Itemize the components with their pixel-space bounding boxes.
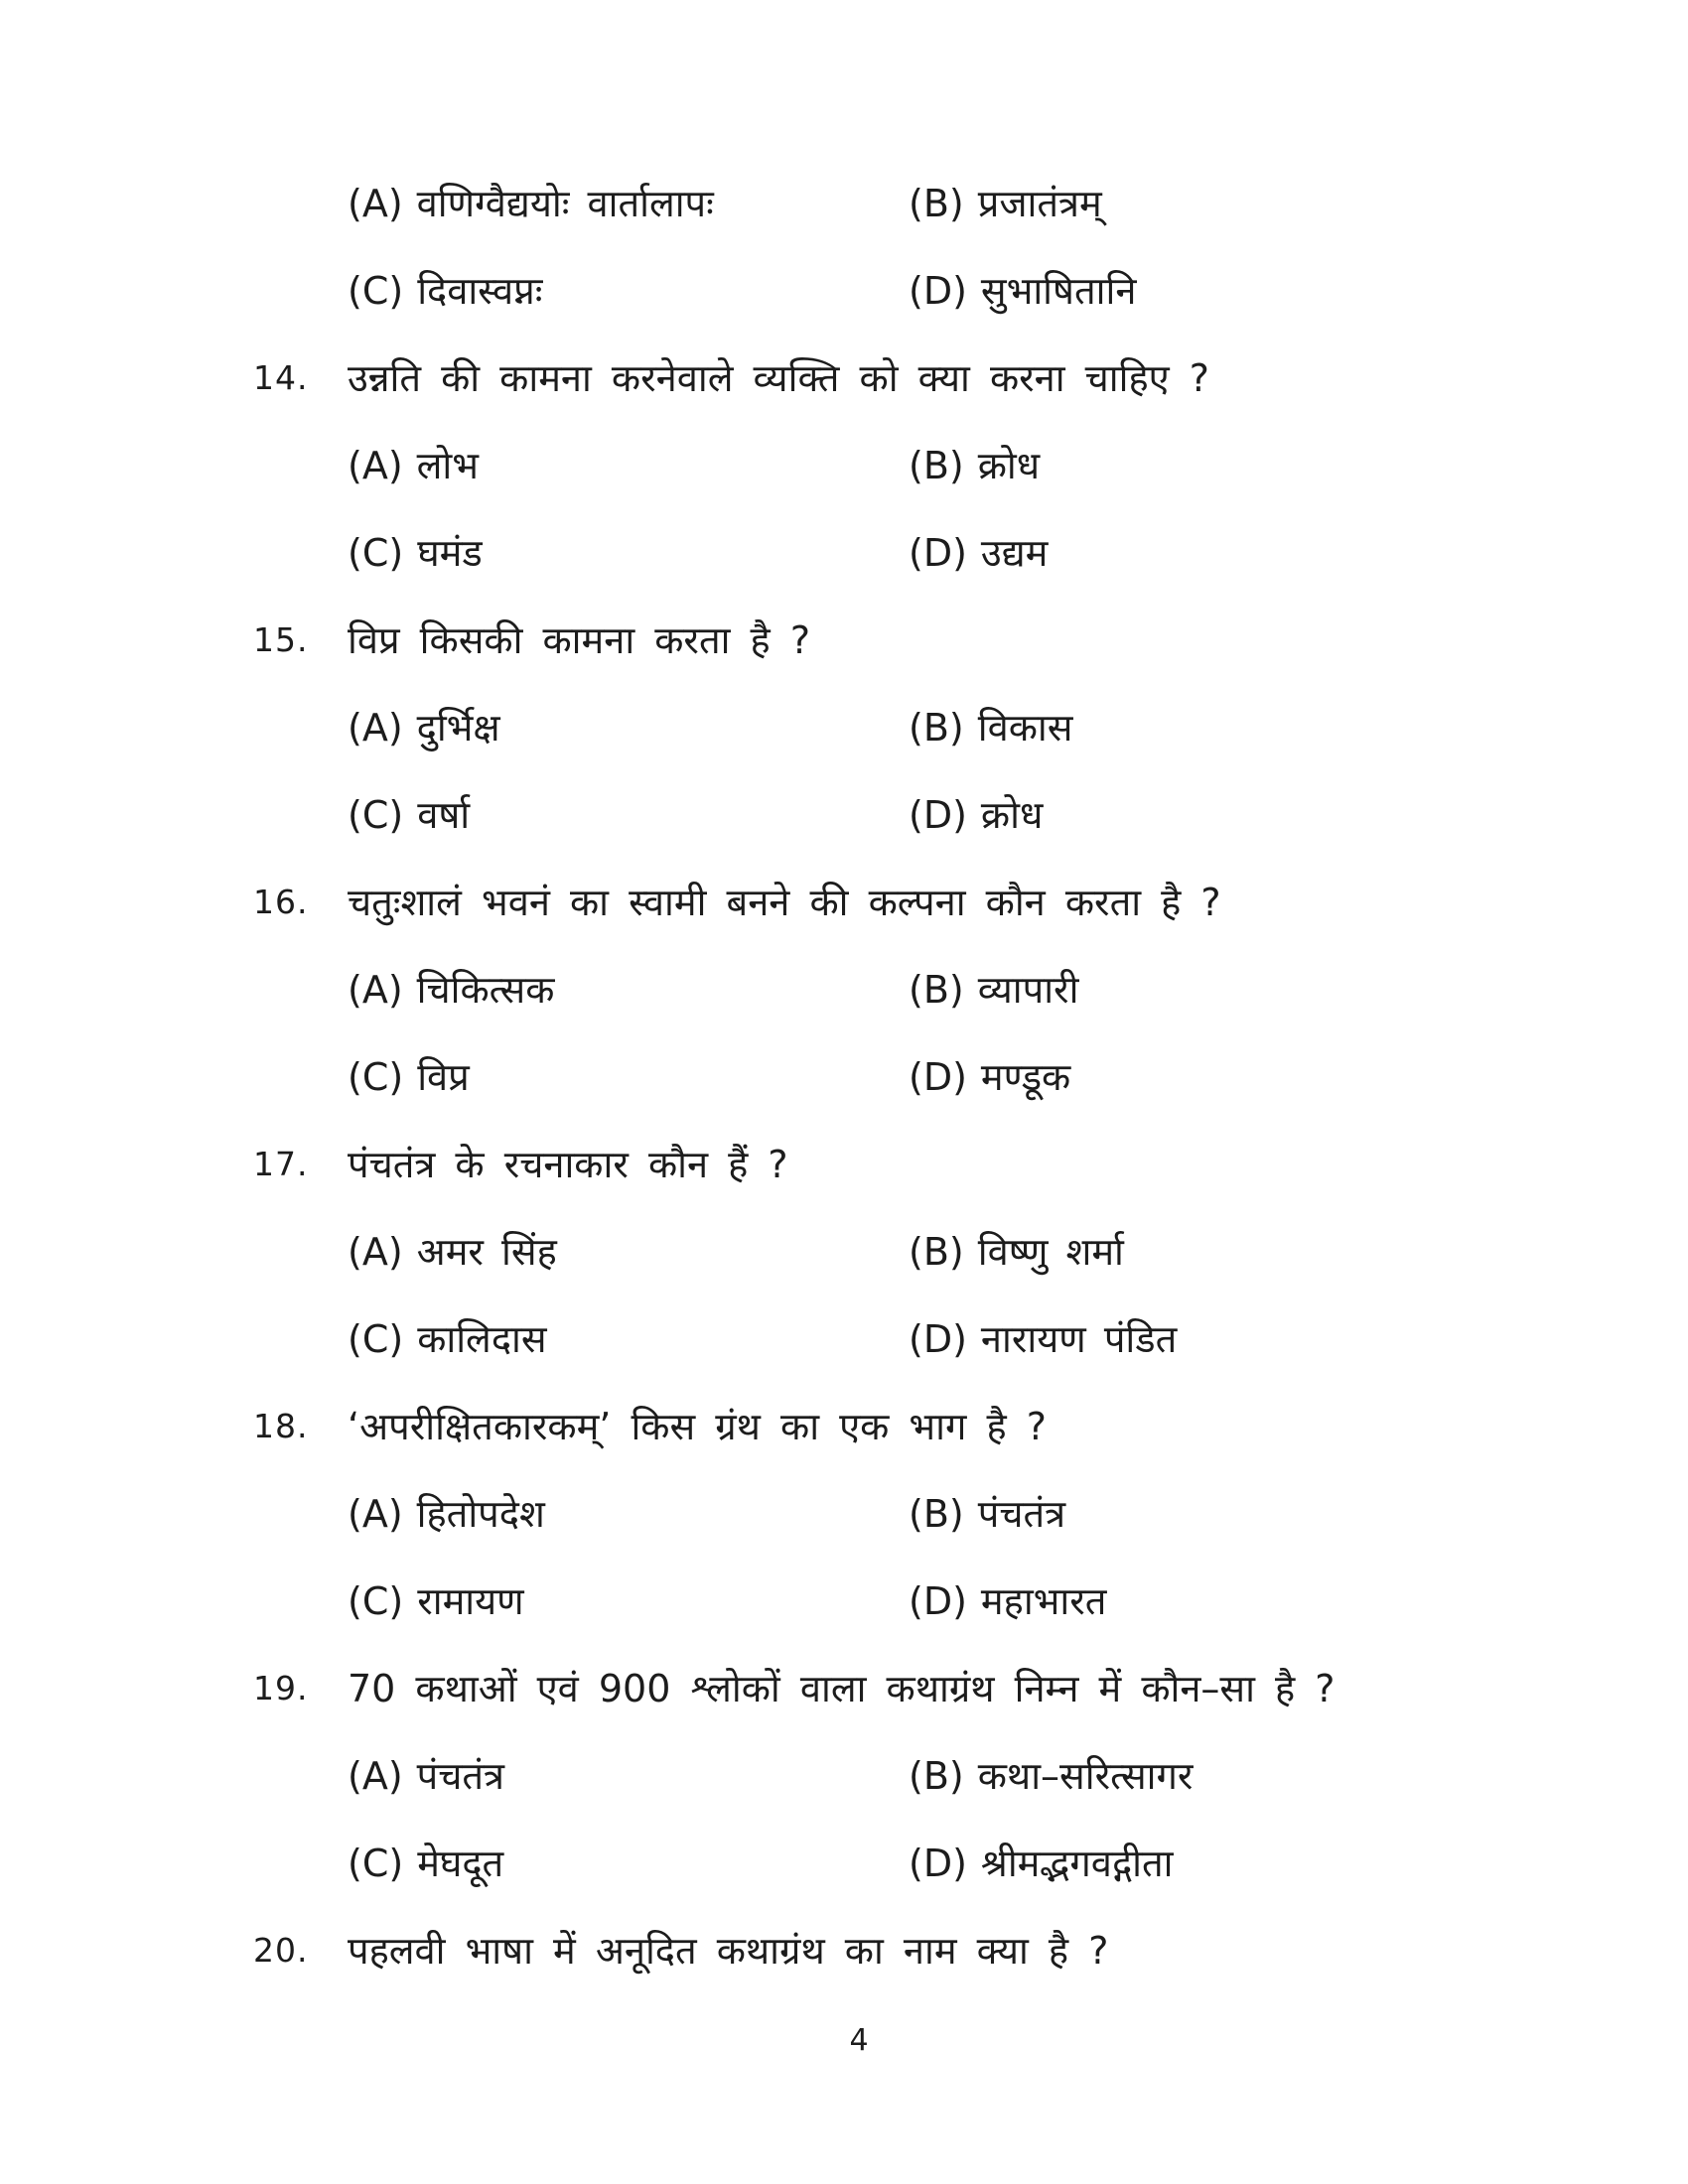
option-label: (B) <box>909 1230 964 1274</box>
option-text: श्रीमद्भगवद्गीता <box>980 1842 1174 1885</box>
option-c <box>348 264 909 316</box>
option-text: विकास <box>977 706 1073 750</box>
option-c <box>348 1837 909 1888</box>
options-row <box>0 508 1688 596</box>
option-text: उद्यम <box>980 531 1049 575</box>
option-a <box>348 701 909 752</box>
question-line <box>0 1120 1688 1207</box>
option-text: अमर सिंह <box>416 1230 557 1274</box>
question-number: 18. <box>253 1406 309 1445</box>
option-label: (A) <box>348 706 403 750</box>
option-label: (C) <box>348 531 404 575</box>
option-text: पंचतंत्र <box>977 1492 1066 1536</box>
option-text: नारायण पंडित <box>980 1317 1178 1361</box>
question-line <box>0 596 1688 683</box>
option-text: मेघदूत <box>417 1842 504 1885</box>
option-label: (B) <box>909 444 964 487</box>
options-row <box>0 1207 1688 1295</box>
option-d <box>909 788 1043 840</box>
question-line <box>0 1644 1688 1731</box>
option-a <box>348 439 909 490</box>
option-label: (D) <box>909 1317 967 1361</box>
question-number: 17. <box>253 1144 309 1183</box>
option-d <box>909 1312 1177 1364</box>
option-label: (D) <box>909 1055 967 1099</box>
option-label: (B) <box>909 1492 964 1536</box>
option-text: पंचतंत्र <box>416 1754 505 1798</box>
option-c <box>348 1312 909 1364</box>
option-a <box>348 177 909 228</box>
question-text: चतुःशालं भवनं का स्वामी बनने की कल्पना कौन करता है ? <box>348 881 1221 924</box>
option-label: (A) <box>348 1492 403 1536</box>
question-text: ‘अपरीक्षितकारकम्’ किस ग्रंथ का एक भाग है ? <box>348 1405 1047 1448</box>
options-row <box>0 683 1688 770</box>
options-row <box>0 1819 1688 1906</box>
option-text: दुर्भिक्ष <box>416 706 500 750</box>
option-c <box>348 1574 909 1626</box>
option-label: (B) <box>909 706 964 750</box>
options-row <box>0 1731 1688 1819</box>
option-label: (C) <box>348 793 404 837</box>
option-label: (B) <box>909 968 964 1012</box>
question-text: 70 कथाओं एवं 900 श्लोकों वाला कथाग्रंथ निम्न में कौन–सा है ? <box>348 1667 1336 1710</box>
option-label: (D) <box>909 531 967 575</box>
options-row <box>0 421 1688 508</box>
option-d <box>909 264 1136 316</box>
option-label: (A) <box>348 1230 403 1274</box>
options-row <box>0 1557 1688 1644</box>
question-text: विप्र किसकी कामना करता है ? <box>348 618 810 662</box>
option-label: (C) <box>348 1055 404 1099</box>
options-row <box>0 945 1688 1032</box>
option-text: लोभ <box>416 444 479 487</box>
option-text: क्रोध <box>980 793 1044 837</box>
question-number: 15. <box>253 619 309 659</box>
option-text: हितोपदेश <box>416 1492 545 1536</box>
option-a <box>348 1749 909 1801</box>
option-label: (D) <box>909 793 967 837</box>
option-text: प्रजातंत्रम् <box>977 182 1102 225</box>
option-text: महाभारत <box>980 1579 1107 1623</box>
options-row <box>0 246 1688 334</box>
question-number: 19. <box>253 1668 309 1707</box>
option-text: व्यापारी <box>977 968 1079 1012</box>
option-b <box>909 1749 1193 1801</box>
option-text: कालिदास <box>417 1317 547 1361</box>
option-text: क्रोध <box>977 444 1041 487</box>
option-b <box>909 1225 1124 1277</box>
options-row <box>0 1032 1688 1120</box>
option-text: मण्डूक <box>980 1055 1071 1099</box>
option-c <box>348 526 909 578</box>
option-label: (B) <box>909 182 964 225</box>
options-row <box>0 159 1688 246</box>
option-label: (D) <box>909 269 967 313</box>
question-number: 16. <box>253 882 309 921</box>
option-label: (D) <box>909 1579 967 1623</box>
option-b <box>909 1487 1065 1539</box>
options-row <box>0 1469 1688 1557</box>
option-b <box>909 439 1040 490</box>
option-a <box>348 1487 909 1539</box>
question-number: 14. <box>253 357 309 397</box>
option-a <box>348 963 909 1015</box>
option-b <box>909 963 1078 1015</box>
question-number: 20. <box>253 1930 309 1970</box>
option-c <box>348 788 909 840</box>
option-text: रामायण <box>417 1579 524 1623</box>
question-line <box>0 1906 1688 1993</box>
option-label: (A) <box>348 182 403 225</box>
options-row <box>0 1295 1688 1382</box>
option-d <box>909 1837 1174 1888</box>
option-label: (A) <box>348 1754 403 1798</box>
option-text: विप्र <box>417 1055 470 1099</box>
option-text: सुभाषितानि <box>980 269 1137 313</box>
question-text: पहलवी भाषा में अनूदित कथाग्रंथ का नाम क्या है ? <box>348 1929 1109 1973</box>
question-line <box>0 858 1688 945</box>
option-d <box>909 1574 1106 1626</box>
option-label: (C) <box>348 1317 404 1361</box>
option-text: विष्णु शर्मा <box>977 1230 1124 1274</box>
option-a <box>348 1225 909 1277</box>
option-b <box>909 177 1102 228</box>
question-line <box>0 334 1688 421</box>
option-label: (C) <box>348 1579 404 1623</box>
option-text: वर्षा <box>417 793 471 837</box>
option-label: (A) <box>348 968 403 1012</box>
option-text: चिकित्सक <box>416 968 555 1012</box>
option-text: दिवास्वप्नः <box>417 269 543 313</box>
option-label: (C) <box>348 269 404 313</box>
options-row <box>0 770 1688 858</box>
option-b <box>909 701 1072 752</box>
option-label: (B) <box>909 1754 964 1798</box>
option-label: (C) <box>348 1842 404 1885</box>
option-c <box>348 1050 909 1102</box>
option-text: वणिग्वैद्ययोः वार्तालापः <box>416 182 714 225</box>
option-text: घमंड <box>417 531 483 575</box>
option-d <box>909 1050 1070 1102</box>
option-label: (D) <box>909 1842 967 1885</box>
option-label: (A) <box>348 444 403 487</box>
page-number: 4 <box>849 2023 869 2058</box>
question-list <box>0 159 1688 1993</box>
option-text: कथा–सरित्सागर <box>977 1754 1194 1798</box>
question-line <box>0 1382 1688 1469</box>
option-d <box>909 526 1048 578</box>
question-text: उन्नति की कामना करनेवाले व्यक्ति को क्या करना चाहिए ? <box>348 356 1209 400</box>
question-text: पंचतंत्र के रचनाकार कौन हैं ? <box>348 1143 788 1186</box>
